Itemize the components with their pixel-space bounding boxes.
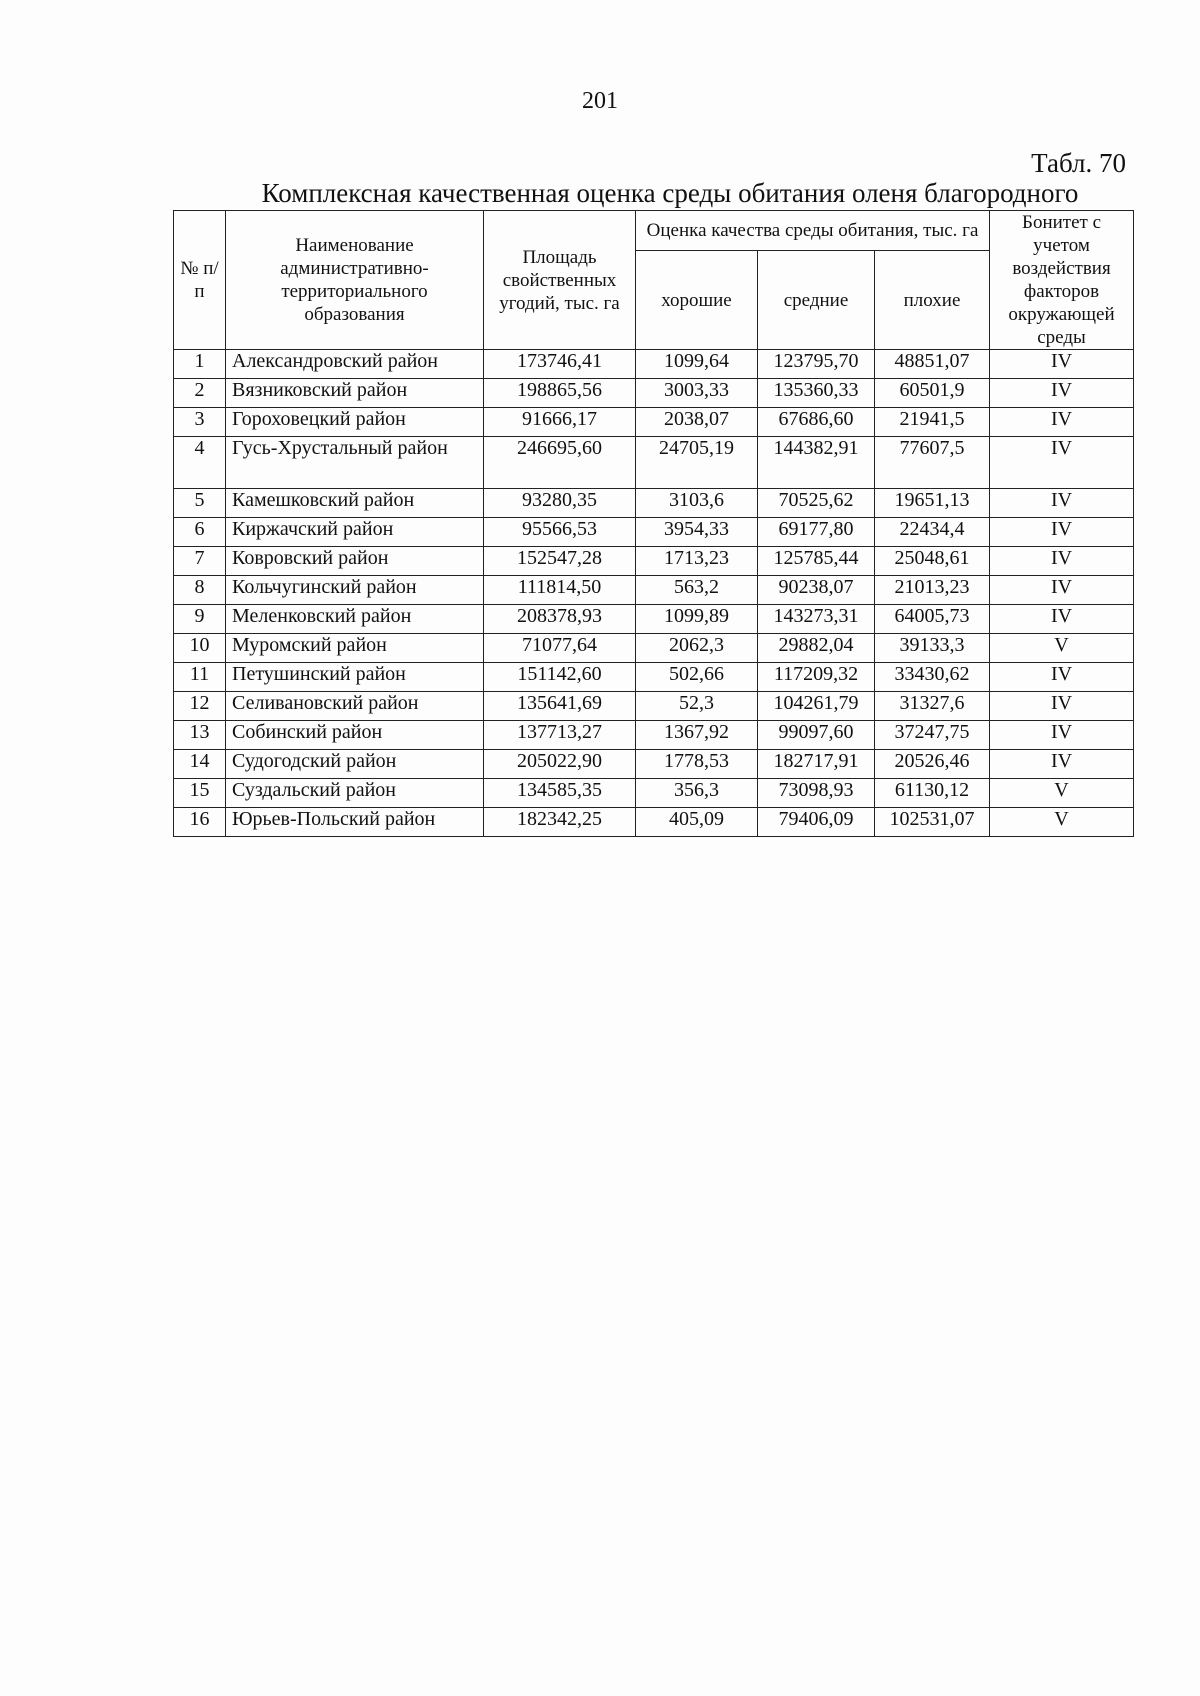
table-row [174, 408, 1134, 437]
page-number: 201 [582, 88, 618, 114]
poor-value: 22434,4 [875, 518, 990, 547]
header-good: хорошие [636, 251, 758, 350]
medium-value: 135360,33 [758, 379, 875, 408]
district-name: Селивановский район [226, 692, 484, 721]
table-row [174, 750, 1134, 779]
header-bonitet: Бонитет с учетом воздействия факторов окружающей среды [990, 211, 1134, 350]
poor-value: 33430,62 [875, 663, 990, 692]
bonitet-value: IV [990, 350, 1134, 379]
area-value: 71077,64 [484, 634, 636, 663]
medium-value: 29882,04 [758, 634, 875, 663]
table-row [174, 721, 1134, 750]
row-number: 8 [174, 576, 226, 605]
header-medium: средние [758, 251, 875, 350]
district-name: Суздальский район [226, 779, 484, 808]
area-value: 208378,93 [484, 605, 636, 634]
bonitet-value: IV [990, 518, 1134, 547]
table-row [174, 692, 1134, 721]
district-name: Юрьев-Польский район [226, 808, 484, 837]
district-name: Киржачский район [226, 518, 484, 547]
bonitet-value: IV [990, 489, 1134, 518]
poor-value: 21941,5 [875, 408, 990, 437]
row-number: 10 [174, 634, 226, 663]
table-row [174, 379, 1134, 408]
row-number: 9 [174, 605, 226, 634]
area-value: 182342,25 [484, 808, 636, 837]
good-value: 356,3 [636, 779, 758, 808]
bonitet-value: V [990, 779, 1134, 808]
medium-value: 73098,93 [758, 779, 875, 808]
district-name: Гусь-Хрустальный район [226, 437, 484, 489]
district-name: Ковровский район [226, 547, 484, 576]
district-name: Камешковский район [226, 489, 484, 518]
table-row [174, 634, 1134, 663]
header-num: № п/п [174, 211, 226, 350]
bonitet-value: IV [990, 379, 1134, 408]
poor-value: 20526,46 [875, 750, 990, 779]
area-value: 198865,56 [484, 379, 636, 408]
area-value: 95566,53 [484, 518, 636, 547]
bonitet-value: V [990, 634, 1134, 663]
good-value: 3003,33 [636, 379, 758, 408]
header-poor: плохие [875, 251, 990, 350]
poor-value: 61130,12 [875, 779, 990, 808]
poor-value: 48851,07 [875, 350, 990, 379]
header-quality-group: Оценка качества среды обитания, тыс. га [636, 211, 990, 251]
area-value: 173746,41 [484, 350, 636, 379]
medium-value: 67686,60 [758, 408, 875, 437]
bonitet-value: IV [990, 663, 1134, 692]
poor-value: 77607,5 [875, 437, 990, 489]
table-row [174, 518, 1134, 547]
medium-value: 70525,62 [758, 489, 875, 518]
good-value: 1367,92 [636, 721, 758, 750]
bonitet-value: IV [990, 605, 1134, 634]
poor-value: 19651,13 [875, 489, 990, 518]
medium-value: 69177,80 [758, 518, 875, 547]
area-value: 205022,90 [484, 750, 636, 779]
good-value: 3103,6 [636, 489, 758, 518]
row-number: 7 [174, 547, 226, 576]
good-value: 3954,33 [636, 518, 758, 547]
medium-value: 90238,07 [758, 576, 875, 605]
row-number: 13 [174, 721, 226, 750]
table-title: Комплексная качественная оценка среды обитания оленя благородного [261, 178, 1079, 208]
table-row [174, 605, 1134, 634]
table-row [174, 350, 1134, 379]
good-value: 405,09 [636, 808, 758, 837]
good-value: 1713,23 [636, 547, 758, 576]
district-name: Собинский район [226, 721, 484, 750]
poor-value: 64005,73 [875, 605, 990, 634]
district-name: Вязниковский район [226, 379, 484, 408]
bonitet-value: IV [990, 692, 1134, 721]
medium-value: 99097,60 [758, 721, 875, 750]
district-name: Муромский район [226, 634, 484, 663]
row-number: 4 [174, 437, 226, 489]
good-value: 502,66 [636, 663, 758, 692]
table-label: Табл. 70 [1031, 148, 1126, 178]
poor-value: 21013,23 [875, 576, 990, 605]
area-value: 246695,60 [484, 437, 636, 489]
area-value: 137713,27 [484, 721, 636, 750]
row-number: 12 [174, 692, 226, 721]
poor-value: 25048,61 [875, 547, 990, 576]
table-row [174, 437, 1134, 489]
district-name: Александровский район [226, 350, 484, 379]
row-number: 6 [174, 518, 226, 547]
area-value: 151142,60 [484, 663, 636, 692]
good-value: 1778,53 [636, 750, 758, 779]
area-value: 91666,17 [484, 408, 636, 437]
good-value: 1099,64 [636, 350, 758, 379]
table-row [174, 808, 1134, 837]
good-value: 1099,89 [636, 605, 758, 634]
district-name: Кольчугинский район [226, 576, 484, 605]
bonitet-value: IV [990, 408, 1134, 437]
district-name: Петушинский район [226, 663, 484, 692]
row-number: 5 [174, 489, 226, 518]
header-area: Площадь свойственных угодий, тыс. га [484, 211, 636, 350]
medium-value: 125785,44 [758, 547, 875, 576]
table-row [174, 489, 1134, 518]
good-value: 2038,07 [636, 408, 758, 437]
district-name: Меленковский район [226, 605, 484, 634]
medium-value: 79406,09 [758, 808, 875, 837]
good-value: 2062,3 [636, 634, 758, 663]
header-name: Наименование административно-территориального образования [226, 211, 484, 350]
table-row [174, 547, 1134, 576]
bonitet-value: IV [990, 437, 1134, 489]
district-name: Судогодский район [226, 750, 484, 779]
row-number: 2 [174, 379, 226, 408]
table-row [174, 576, 1134, 605]
good-value: 52,3 [636, 692, 758, 721]
bonitet-value: IV [990, 721, 1134, 750]
area-value: 93280,35 [484, 489, 636, 518]
area-value: 134585,35 [484, 779, 636, 808]
medium-value: 143273,31 [758, 605, 875, 634]
good-value: 24705,19 [636, 437, 758, 489]
medium-value: 104261,79 [758, 692, 875, 721]
medium-value: 117209,32 [758, 663, 875, 692]
habitat-assessment-table [173, 210, 1134, 837]
row-number: 1 [174, 350, 226, 379]
poor-value: 37247,75 [875, 721, 990, 750]
poor-value: 39133,3 [875, 634, 990, 663]
row-number: 3 [174, 408, 226, 437]
table-body [174, 350, 1134, 837]
bonitet-value: IV [990, 576, 1134, 605]
table-row [174, 663, 1134, 692]
poor-value: 102531,07 [875, 808, 990, 837]
table-row [174, 779, 1134, 808]
bonitet-value: IV [990, 547, 1134, 576]
medium-value: 182717,91 [758, 750, 875, 779]
row-number: 11 [174, 663, 226, 692]
bonitet-value: IV [990, 750, 1134, 779]
medium-value: 144382,91 [758, 437, 875, 489]
poor-value: 60501,9 [875, 379, 990, 408]
row-number: 16 [174, 808, 226, 837]
good-value: 563,2 [636, 576, 758, 605]
row-number: 15 [174, 779, 226, 808]
area-value: 152547,28 [484, 547, 636, 576]
poor-value: 31327,6 [875, 692, 990, 721]
header-row-top [174, 211, 1134, 251]
area-value: 135641,69 [484, 692, 636, 721]
row-number: 14 [174, 750, 226, 779]
area-value: 111814,50 [484, 576, 636, 605]
bonitet-value: V [990, 808, 1134, 837]
district-name: Гороховецкий район [226, 408, 484, 437]
medium-value: 123795,70 [758, 350, 875, 379]
